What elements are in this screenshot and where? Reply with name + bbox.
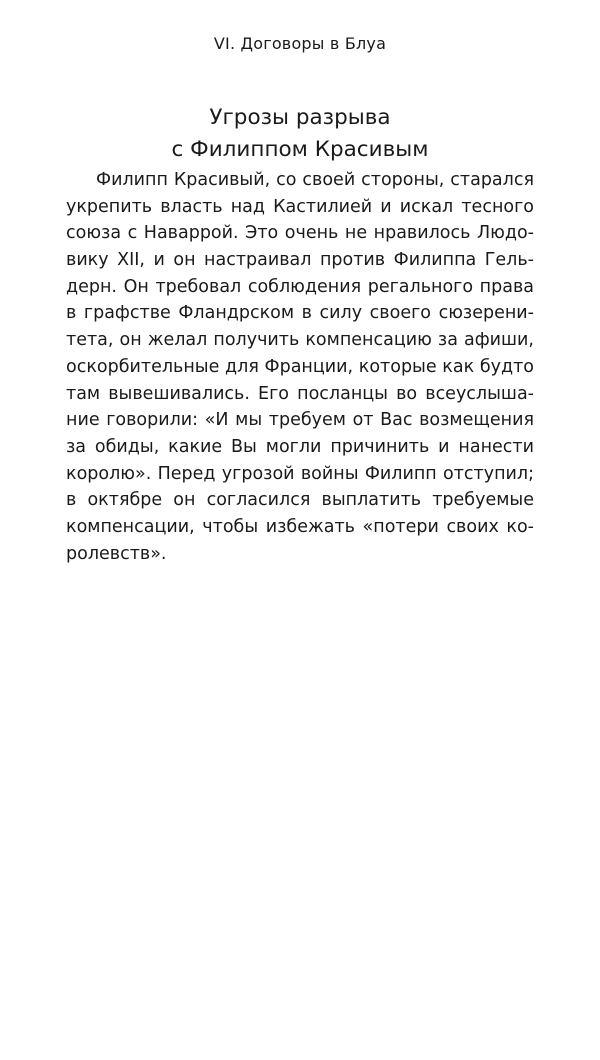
text-line: за обиды, какие Вы могли причинить и нанести <box>66 436 534 457</box>
section-title-line-1: Угрозы разрыва <box>209 105 391 130</box>
text-line: ние говорили: «И мы требуем от Вас возмещения <box>66 410 534 431</box>
text-line: там вывешивались. Его посланцы во всеуслыша- <box>66 383 534 404</box>
text-line: компенсации, чтобы избежать «потери своих ко- <box>66 516 534 537</box>
text-line: оскорбительные для Франции, которые как будто <box>66 356 534 377</box>
text-line: в октябре он согласился выплатить требуемые <box>66 490 534 511</box>
section-title <box>0 102 600 166</box>
text-line: дерн. Он требовал соблюдения регального права <box>66 276 534 297</box>
text-line: союза с Наваррой. Это очень не нравилось Людо- <box>66 223 534 244</box>
text-line: Филипп Красивый, со своей стороны, старался <box>96 170 534 190</box>
text-line: тета, он желал получить компенсацию за афиши, <box>66 330 534 351</box>
section-title-line-2: с Филиппом Красивым <box>171 137 429 162</box>
text-line: королю». Перед угрозой войны Филипп отступил; <box>66 463 534 484</box>
text-line: ролевств». <box>66 543 167 564</box>
text-line: укрепить власть над Кастилией и искал тесного <box>66 196 534 217</box>
text-line: вику XII, и он настраивал против Филиппа Гель- <box>66 250 534 271</box>
running-head: VI. Договоры в Блуа <box>213 34 387 53</box>
text-line: в графстве Фландрском в силу своего сюзерени- <box>66 303 534 324</box>
body-paragraph <box>66 167 534 567</box>
